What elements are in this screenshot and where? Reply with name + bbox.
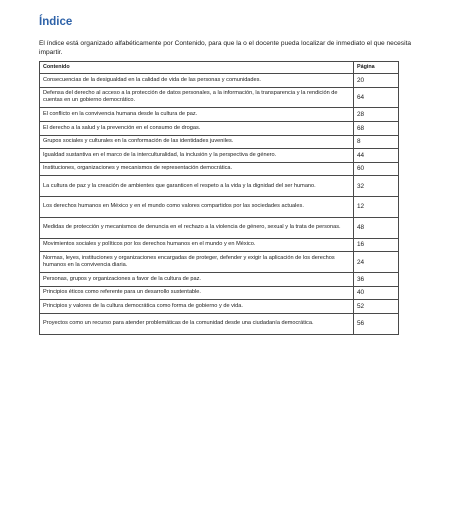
row-content: Consecuencias de la desigualdad en la calidad de vida de las personas y comunidades. — [40, 74, 354, 88]
row-content: Principios éticos como referente para un desarrollo sustentable. — [40, 286, 354, 300]
row-page-number: 44 — [354, 149, 399, 163]
row-content: Defensa del derecho al acceso a la protección de datos personales, a la información, la transparencia y la rendición de cuentas en un gobierno democrático. — [40, 87, 354, 108]
row-content: La cultura de paz y la creación de ambientes que garanticen el respeto a la vida y la dignidad del ser humano. — [40, 176, 354, 197]
column-header-content: Contenido — [40, 62, 354, 74]
row-page-number: 48 — [354, 217, 399, 238]
row-page-number: 40 — [354, 286, 399, 300]
table-row — [40, 135, 399, 149]
column-header-page: Página — [354, 62, 399, 74]
intro-paragraph: El índice está organizado alfabéticamente por Contenido, para que la o el docente pueda localizar de inmediato el que necesita impartir. — [39, 40, 412, 56]
table-row — [40, 273, 399, 287]
row-page-number: 52 — [354, 300, 399, 314]
row-content: El derecho a la salud y la prevención en el consumo de drogas. — [40, 121, 354, 135]
table-row — [40, 238, 399, 252]
table-row — [40, 87, 399, 108]
row-page-number: 60 — [354, 162, 399, 176]
table-row — [40, 286, 399, 300]
row-page-number: 16 — [354, 238, 399, 252]
row-content: Grupos sociales y culturales en la conformación de las identidades juveniles. — [40, 135, 354, 149]
table-row — [40, 121, 399, 135]
row-content: Proyectos como un recurso para atender problemáticas de la comunidad desde una ciudadanía democrática. — [40, 313, 354, 334]
table-row — [40, 108, 399, 122]
row-content: El conflicto en la convivencia humana desde la cultura de paz. — [40, 108, 354, 122]
table-row — [40, 313, 399, 334]
table-row — [40, 300, 399, 314]
row-content: Principios y valores de la cultura democrática como forma de gobierno y de vida. — [40, 300, 354, 314]
row-content: Igualdad sustantiva en el marco de la interculturalidad, la inclusión y la perspectiva de género. — [40, 149, 354, 163]
row-page-number: 32 — [354, 176, 399, 197]
row-content: Movimientos sociales y políticos por los derechos humanos en el mundo y en México. — [40, 238, 354, 252]
row-page-number: 20 — [354, 74, 399, 88]
row-page-number: 56 — [354, 313, 399, 334]
table-row — [40, 149, 399, 163]
index-page — [39, 14, 415, 335]
table-row — [40, 252, 399, 273]
row-page-number: 8 — [354, 135, 399, 149]
table-row — [40, 217, 399, 238]
row-content: Instituciones, organizaciones y mecanismos de representación democrática. — [40, 162, 354, 176]
row-page-number: 24 — [354, 252, 399, 273]
row-page-number: 36 — [354, 273, 399, 287]
row-page-number: 12 — [354, 197, 399, 218]
table-row — [40, 176, 399, 197]
table-row — [40, 197, 399, 218]
row-page-number: 28 — [354, 108, 399, 122]
row-content: Personas, grupos y organizaciones a favor de la cultura de paz. — [40, 273, 354, 287]
table-row — [40, 162, 399, 176]
table-header-row — [40, 62, 399, 74]
page-title: Índice — [39, 16, 73, 28]
row-page-number: 64 — [354, 87, 399, 108]
row-content: Los derechos humanos en México y en el mundo como valores compartidos por las sociedades actuales. — [40, 197, 354, 218]
row-content: Normas, leyes, instituciones y organizaciones encargadas de proteger, defender y exigir la aplicación de los derechos humanos en la convivencia diaria. — [40, 252, 354, 273]
row-page-number: 68 — [354, 121, 399, 135]
table-row — [40, 74, 399, 88]
row-content: Medidas de protección y mecanismos de denuncia en el rechazo a la violencia de género, sexual y la trata de personas. — [40, 217, 354, 238]
index-table — [39, 61, 399, 335]
